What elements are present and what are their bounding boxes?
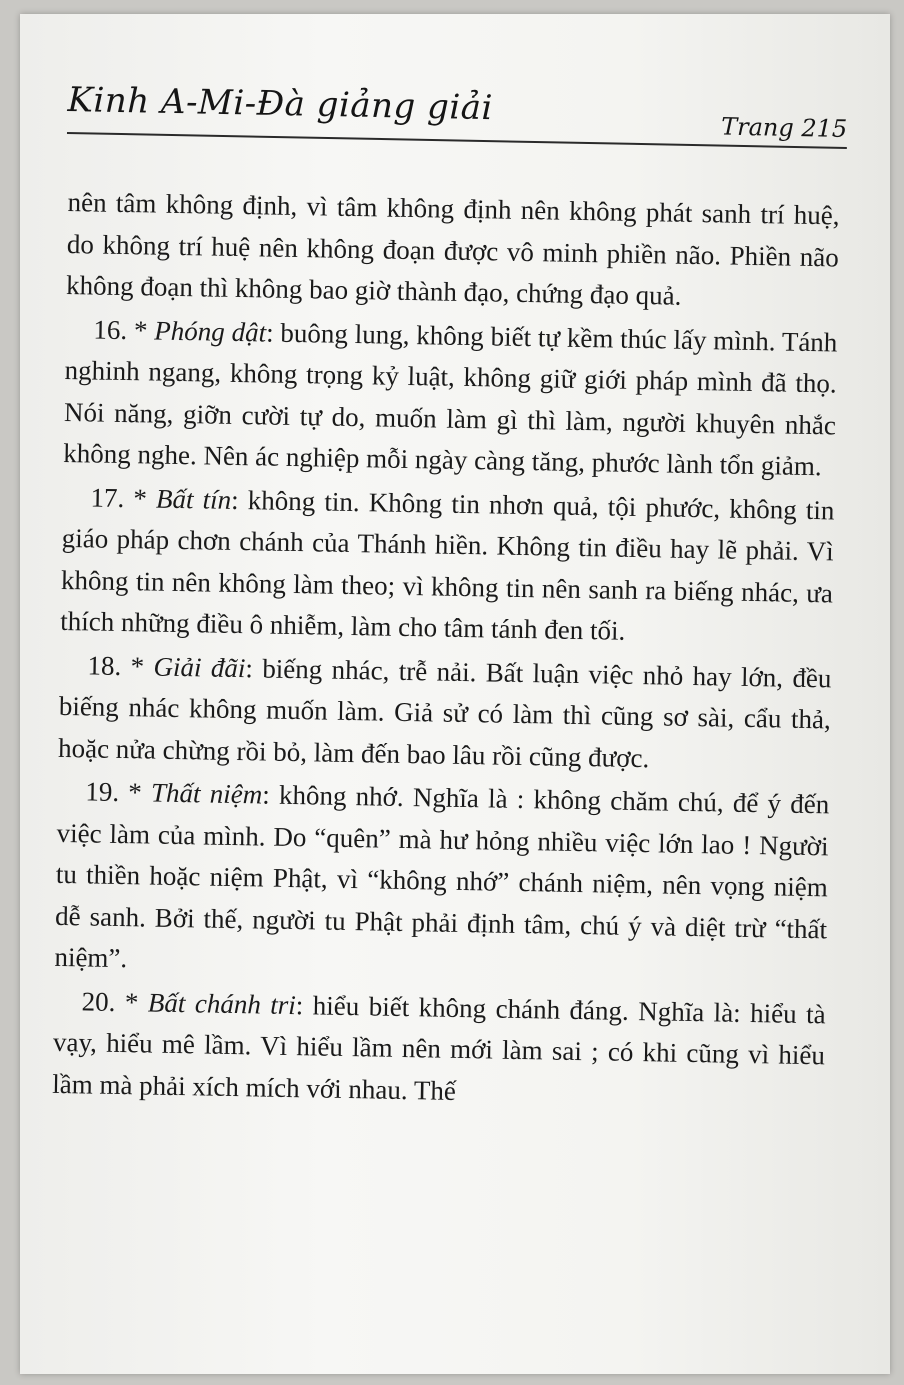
entry-number: 20. * [81,985,139,1017]
entry-17 [60,476,835,655]
entry-19 [54,771,830,992]
body-text [52,182,840,1118]
entry-term: Bất chánh tri [147,987,297,1020]
paragraph-continuation [66,182,840,320]
entry-term: Thất niệm [150,777,263,810]
entry-term: Phóng dật [154,315,267,347]
entry-number: 17. * [90,481,148,513]
page-number: Trang 215 [720,112,848,143]
entry-text: : không tin. Không tin nhơn quả, tội phước, không tin giáo pháp chơn chánh của Thánh hiền. Không tin điều hay lẽ phải. Vì không tin nên không làm theo; vì không tin nên sanh ra biếng nhác, ưa thích những điều ô nhiễm, làm cho tâm tánh đen tối. [60,484,835,646]
entry-20 [52,980,826,1118]
book-page [20,14,890,1374]
entry-number: 16. * [93,313,148,345]
book-title: Kinh A-Mi-Đà giảng giải [67,80,494,129]
entry-term: Bất tín [155,483,232,515]
entry-text: : biếng nhác, trễ nải. Bất luận việc nhỏ hay lớn, đều biếng nhác không muốn làm. Giả sử có làm thì cũng sơ sài, cẩu thả, hoặc nửa chừng rồi bỏ, làm đến bao lâu rồi cũng được. [57,652,832,773]
entry-term: Giải đãi [153,651,246,683]
entry-text: : buông lung, không biết tự kềm thúc lấy mình. Tánh nghinh ngang, không trọng kỷ luật, không giữ giới pháp mình đã thọ. Nói năng, giỡn cười tự do, muốn làm gì thì làm, người khuyên nhắc không nghe. Nên ác nghiệp mỗi ngày càng tăng, phước lành tổn giảm. [63,316,838,482]
entry-text: : hiểu biết không chánh đáng. Nghĩa là: hiểu tà vạy, hiểu mê lầm. Vì hiểu lầm nên mới làm sai ; có khi cũng vì hiểu lầm mà phải xích mích với nhau. Thế [52,989,826,1106]
entry-text: : không nhớ. Nghĩa là : không chăm chú, để ý đến việc làm của mình. Do “quên” mà hư hỏng nhiều việc lớn lao ! Người tu thiền hoặc niệm Phật, vì “không nhớ” chánh niệm, nên vọng niệm dễ sanh. Bởi thế, người tu Phật phải định tâm, chú ý và diệt trừ “thất niệm”. [54,779,830,974]
page-header [67,80,848,155]
entry-number: 18. * [87,649,145,681]
entry-16 [63,308,838,487]
entry-number: 19. * [85,776,143,808]
entry-18 [58,644,832,782]
paragraph-text: nên tâm không định, vì tâm không định nên không phát sanh trí huệ, do không trí huệ nên không đoạn được vô minh phiền não. Phiền não không đoạn thì không bao giờ thành đạo, chứng đạo quả. [65,186,840,311]
